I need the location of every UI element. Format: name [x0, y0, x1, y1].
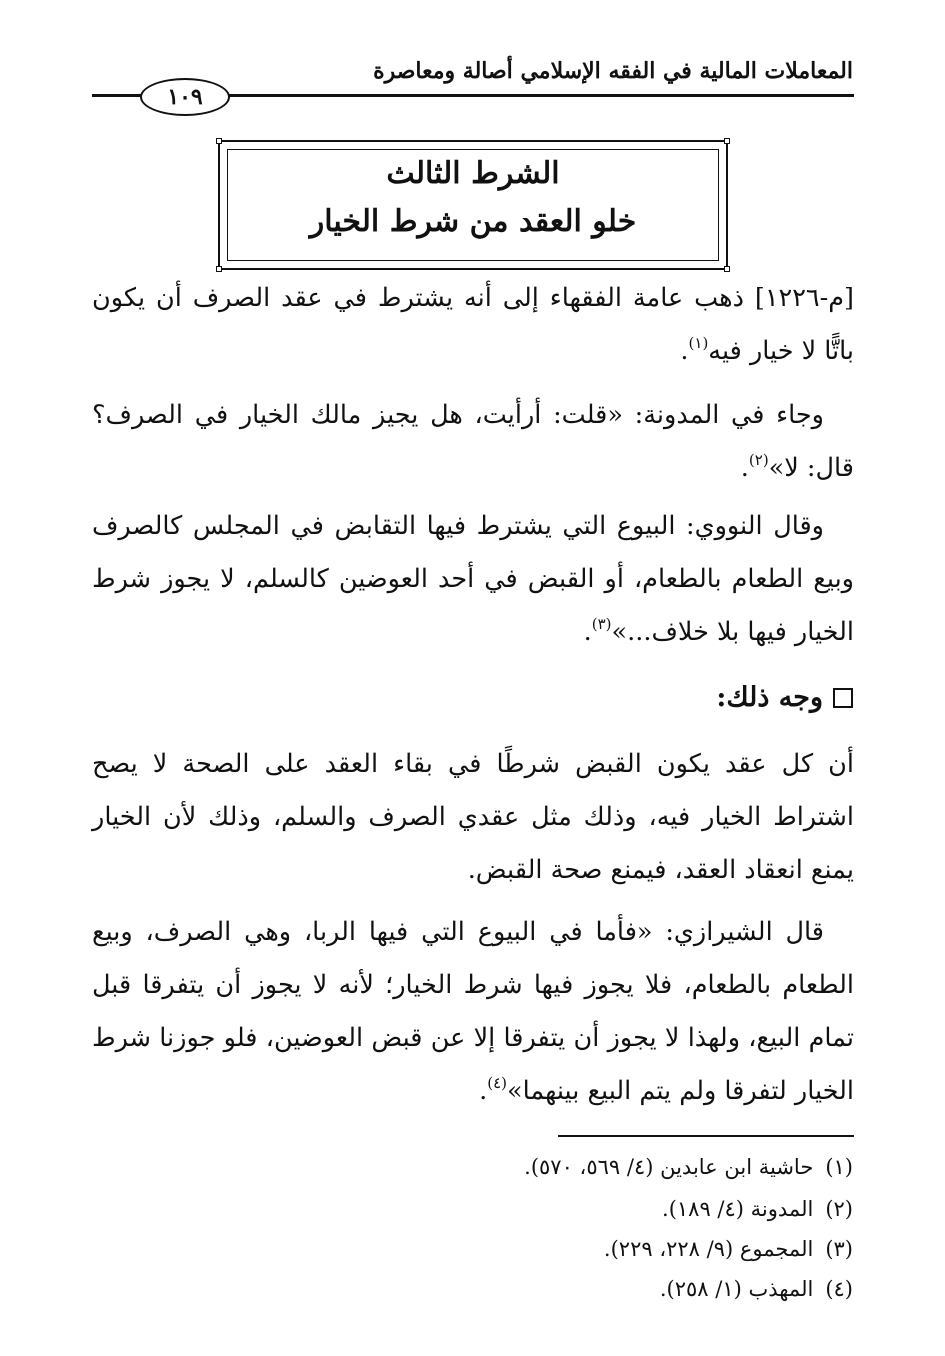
paragraph-text: وجاء في المدونة: «قلت: أرأيت، هل يجيز مالك الخيار في الصرف؟ قال: لا» [92, 400, 854, 483]
footnote-text: المهذب (١/ ٢٥٨). [659, 1277, 814, 1301]
paragraph-end: . [740, 453, 749, 483]
frame-corner-ornament [216, 138, 222, 144]
paragraph-nawawi [92, 500, 854, 659]
footnote-text: المدونة (٤/ ١٨٩). [662, 1197, 814, 1221]
footnote-number: (١) [825, 1155, 853, 1179]
paragraph-end: . [583, 617, 592, 647]
paragraph-ruling [92, 272, 854, 378]
paragraph-text: وقال النووي: البيوع التي يشترط فيها التقابض في المجلس كالصرف وبيع الطعام بالطعام، أو القبض في أحد العوضين كالسلم، لا يجوز شرط الخيار فيها بلا خلاف...» [92, 511, 854, 647]
paragraph-mudawwana [92, 389, 854, 495]
frame-corner-ornament [724, 138, 730, 144]
footnote-ref: (١) [688, 334, 709, 352]
footnote-separator [558, 1135, 854, 1137]
section-subtitle: خلو العقد من شرط الخيار [309, 204, 637, 239]
footnote-item [300, 1197, 853, 1221]
footnote-text: حاشية ابن عابدين (٤/ ٥٦٩، ٥٧٠). [524, 1155, 814, 1179]
square-bullet-icon [833, 688, 853, 708]
paragraph-reason [92, 738, 854, 897]
paragraph-text: قال الشيرازي: «فأما في البيوع التي فيها الربا، وهي الصرف، وبيع الطعام بالطعام، فلا يجوز فيها شرط الخيار؛ لأنه لا يجوز أن يتفرقا قبل تمام البيع، ولهذا لا يجوز أن يتفرقا إلا عن قبض العوضين، فلو جوزنا شرط الخيار لتفرقا ولم يتم البيع بينهما» [92, 917, 854, 1106]
footnote-ref: (٣) [591, 615, 612, 633]
paragraph-shirazi [92, 906, 854, 1118]
paragraph-end: . [680, 336, 689, 366]
page-number: ١٠٩ [140, 78, 230, 116]
footnote-item [300, 1277, 853, 1301]
footnote-ref: (٤) [487, 1074, 507, 1092]
section-title: الشرط الثالث [386, 156, 560, 191]
footnote-ref: (٢) [748, 451, 769, 469]
paragraph-end: . [479, 1076, 488, 1106]
chapter-title-frame [218, 140, 728, 270]
footnote-text: المجموع (٩/ ٢٢٨، ٢٢٩). [603, 1237, 814, 1261]
running-title: المعاملات المالية في الفقه الإسلامي أصالة ومعاصرة [373, 58, 853, 84]
footnote-number: (٤) [825, 1277, 853, 1301]
reasoning-heading [716, 682, 853, 713]
footnote-item [300, 1155, 853, 1179]
footnote-item [300, 1237, 853, 1261]
paragraph-text: أن كل عقد يكون القبض شرطًا في بقاء العقد على الصحة لا يصح اشتراط الخيار فيه، وذلك مثل عقدي الصرف والسلم، وذلك لأن الخيار يمنع انعقاد العقد، فيمنع صحة القبض. [92, 749, 854, 885]
paragraph-text: [م-١٢٢٦] ذهب عامة الفقهاء إلى أنه يشترط في عقد الصرف أن يكون باتًّا لا خيار فيه [92, 283, 854, 366]
footnote-number: (٣) [825, 1237, 853, 1261]
footnote-number: (٢) [825, 1197, 853, 1221]
heading-text: وجه ذلك: [716, 682, 823, 713]
